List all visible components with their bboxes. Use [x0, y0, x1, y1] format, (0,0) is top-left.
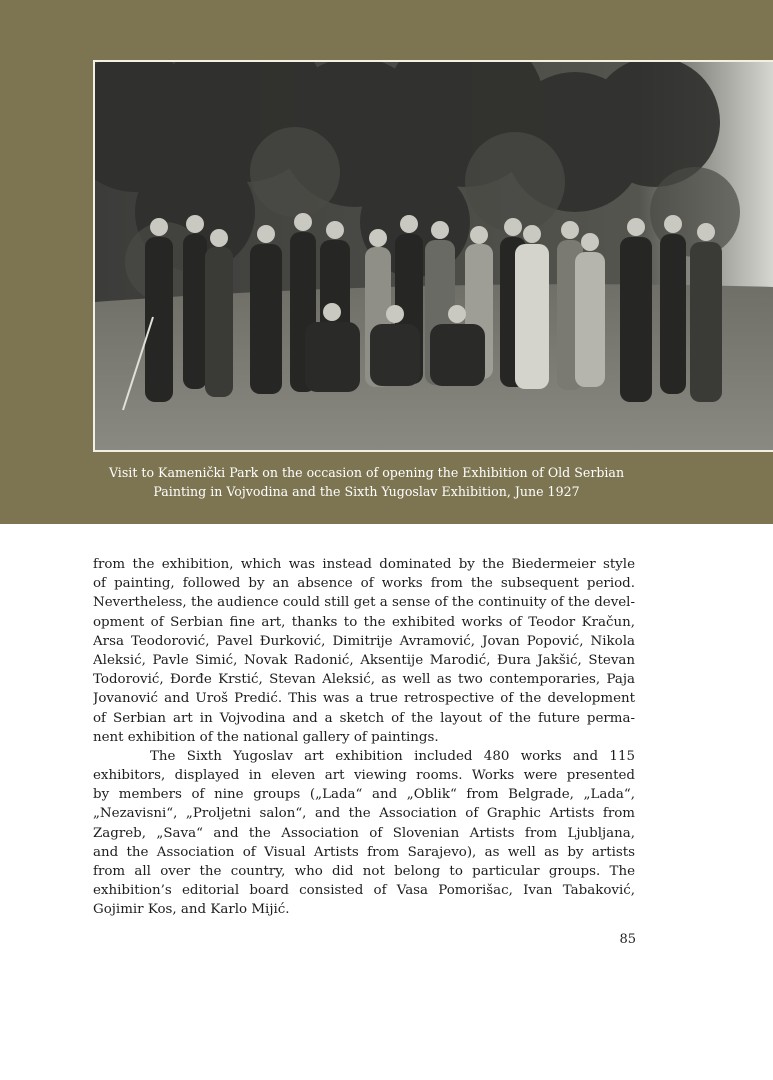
body-line: Gojimir Kos, and Karlo Mijić. [93, 902, 290, 918]
body-line: of Serbian art in Vojvodina and a sketch of the layout of the future perma- [93, 710, 635, 726]
group-photograph [93, 60, 773, 452]
body-line: opment of Serbian fine art, thanks to the exhibited works of Teodor Kračun, [93, 614, 635, 630]
body-line: by members of nine groups („Lada“ and „Oblik“ from Belgrade, „Lada“, [93, 787, 635, 803]
body-line: of painting, followed by an absence of works from the subsequent period. [93, 576, 635, 592]
photo-caption [60, 463, 673, 501]
caption-line-2: Painting in Vojvodina and the Sixth Yugoslav Exhibition, June 1927 [153, 484, 580, 499]
body-line: Zagreb, „Sava“ and the Association of Slovenian Artists from Ljubljana, [93, 825, 635, 841]
body-line: Aleksić, Pavle Simić, Novak Radonić, Aksentije Marodić, Đura Jakšić, Stevan [93, 652, 635, 668]
body-line: Todorović, Đorđe Krstić, Stevan Aleksić, as well as two contemporaries, Paja [93, 672, 635, 688]
body-line: from all over the country, who did not belong to particular groups. The [93, 864, 635, 879]
body-text [93, 555, 635, 920]
body-line: nent exhibition of the national gallery of paintings. [93, 729, 439, 745]
body-line: exhibitors, displayed in eleven art viewing rooms. Works were presented [93, 768, 635, 784]
body-line: Arsa Teodorović, Pavel Đurković, Dimitrije Avramović, Jovan Popović, Nikola [93, 633, 635, 649]
body-line: Nevertheless, the audience could still get a sense of the continuity of the devel- [93, 595, 635, 611]
caption-line-1: Visit to Kamenički Park on the occasion of opening the Exhibition of Old Serbian [108, 465, 625, 480]
body-line: exhibition’s editorial board consisted of Vasa Pomorišac, Ivan Tabaković, [93, 883, 635, 899]
body-line: Jovanović and Uroš Predić. This was a true retrospective of the development [93, 691, 635, 707]
body-line: The Sixth Yugoslav art exhibition included 480 works and 115 [150, 748, 635, 764]
header-band [0, 0, 773, 524]
body-line: and the Association of Visual Artists from Sarajevo), as well as by artists [93, 844, 635, 860]
page-number: 85 [619, 932, 636, 947]
body-line: from the exhibition, which was instead dominated by the Biedermeier style [93, 557, 635, 572]
body-line: „Nezavisni“, „Proljetni salon“, and the Association of Graphic Artists from [93, 806, 635, 822]
photograph-image [95, 62, 773, 452]
